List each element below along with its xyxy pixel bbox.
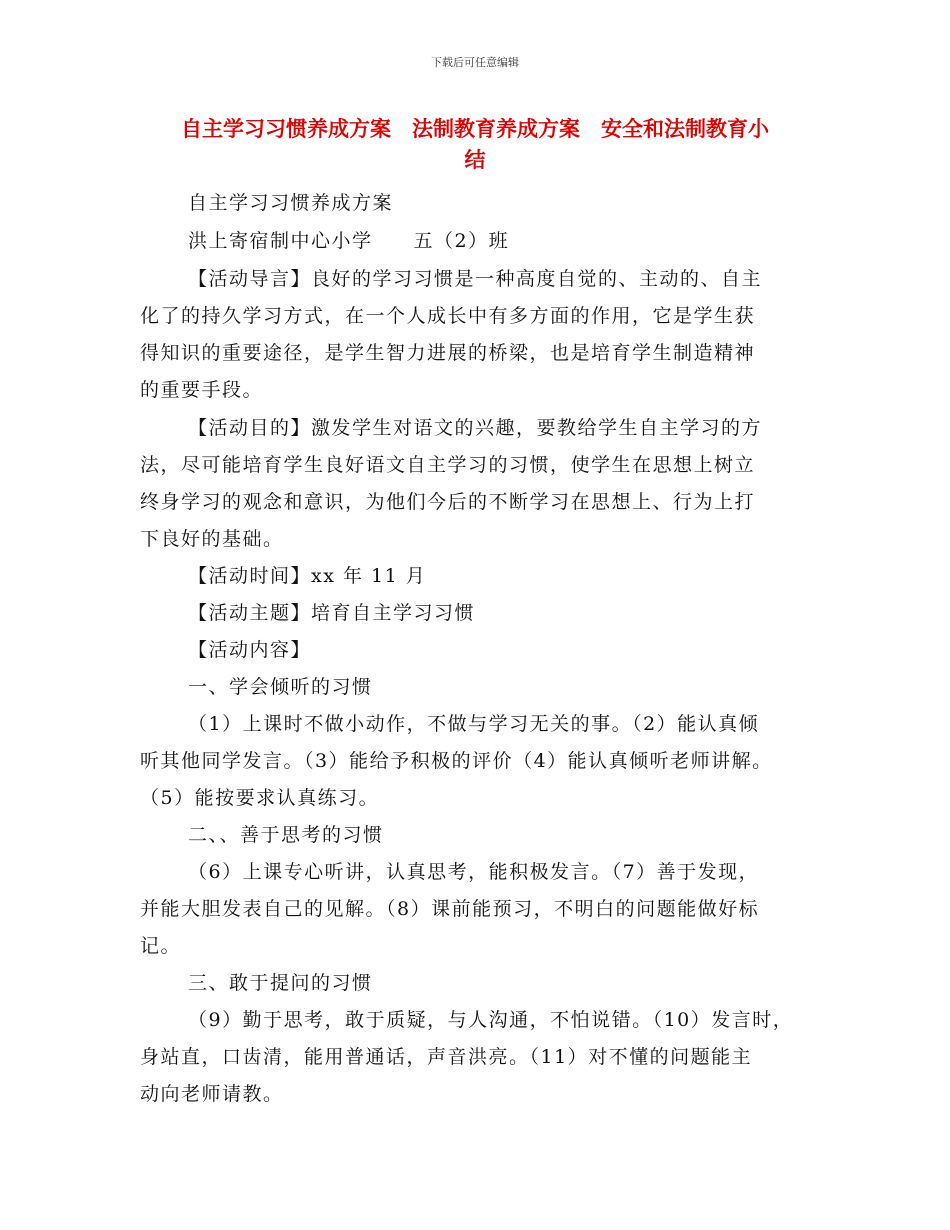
page-header: 下载后可任意编辑 (431, 56, 519, 69)
paragraph-line: 动向老师请教。 (140, 1083, 284, 1105)
section-heading: 三、敢于提问的习惯 (188, 972, 373, 994)
paragraph-line: 记。 (140, 935, 182, 957)
title-line-1: 自主学习习惯养成方案 法制教育养成方案 安全和法制教育小 (181, 117, 769, 141)
document-title (140, 114, 810, 176)
paragraph-line: 身站直，口齿清，能用普通话，声音洪亮。（11）对不懂的问题能主 (140, 1046, 753, 1068)
section-heading: 一、学会倾听的习惯 (188, 676, 373, 698)
paragraph-line: 化了的持久学习方式，在一个人成长中有多方面的作用，它是学生获 (140, 305, 756, 327)
activity-time-line: 【活动时间】xx 年 11 月 (188, 565, 427, 587)
activity-theme-line: 【活动主题】培育自主学习习惯 (188, 602, 476, 624)
paragraph-line: 【活动导言】良好的学习习惯是一种高度自觉的、主动的、自主 (188, 268, 763, 290)
paragraph-line: 法，尽可能培育学生良好语文自主学习的习惯，使学生在思想上树立 (140, 454, 756, 476)
paragraph-line: 的重要手段。 (140, 379, 264, 401)
title-line-2: 结 (464, 148, 486, 172)
section-heading: 二、、善于思考的习惯 (188, 824, 384, 846)
paragraph-line: （5）能按要求认真练习。 (140, 787, 380, 809)
paragraph-line: 听其他同学发言。（3）能给予积极的评价（4）能认真倾听老师讲解。 (140, 750, 773, 772)
school-class-line: 洪上寄宿制中心小学 五（2）班 (188, 230, 510, 252)
doc-subtitle: 自主学习习惯养成方案 (188, 192, 394, 214)
paragraph-line: （6）上课专心听讲，认真思考，能积极发言。（7）善于发现， (188, 861, 760, 883)
paragraph-line: 【活动目的】激发学生对语文的兴趣，要教给学生自主学习的方 (188, 417, 763, 439)
paragraph-line: （9）勤于思考，敢于质疑，与人沟通，不怕说错。（10）发言时， (188, 1009, 794, 1031)
paragraph-line: 终身学习的观念和意识，为他们今后的不断学习在思想上、行为上打 (140, 491, 756, 513)
paragraph-line: 得知识的重要途径，是学生智力进展的桥梁，也是培育学生制造精神 (140, 342, 756, 364)
activity-content-heading: 【活动内容】 (188, 639, 312, 661)
paragraph-line: 下良好的基础。 (140, 528, 284, 550)
paragraph-line: 并能大胆发表自己的见解。（8）课前能预习，不明白的问题能做好标 (140, 898, 760, 920)
paragraph-line: （1）上课时不做小动作，不做与学习无关的事。（2）能认真倾 (188, 713, 760, 735)
